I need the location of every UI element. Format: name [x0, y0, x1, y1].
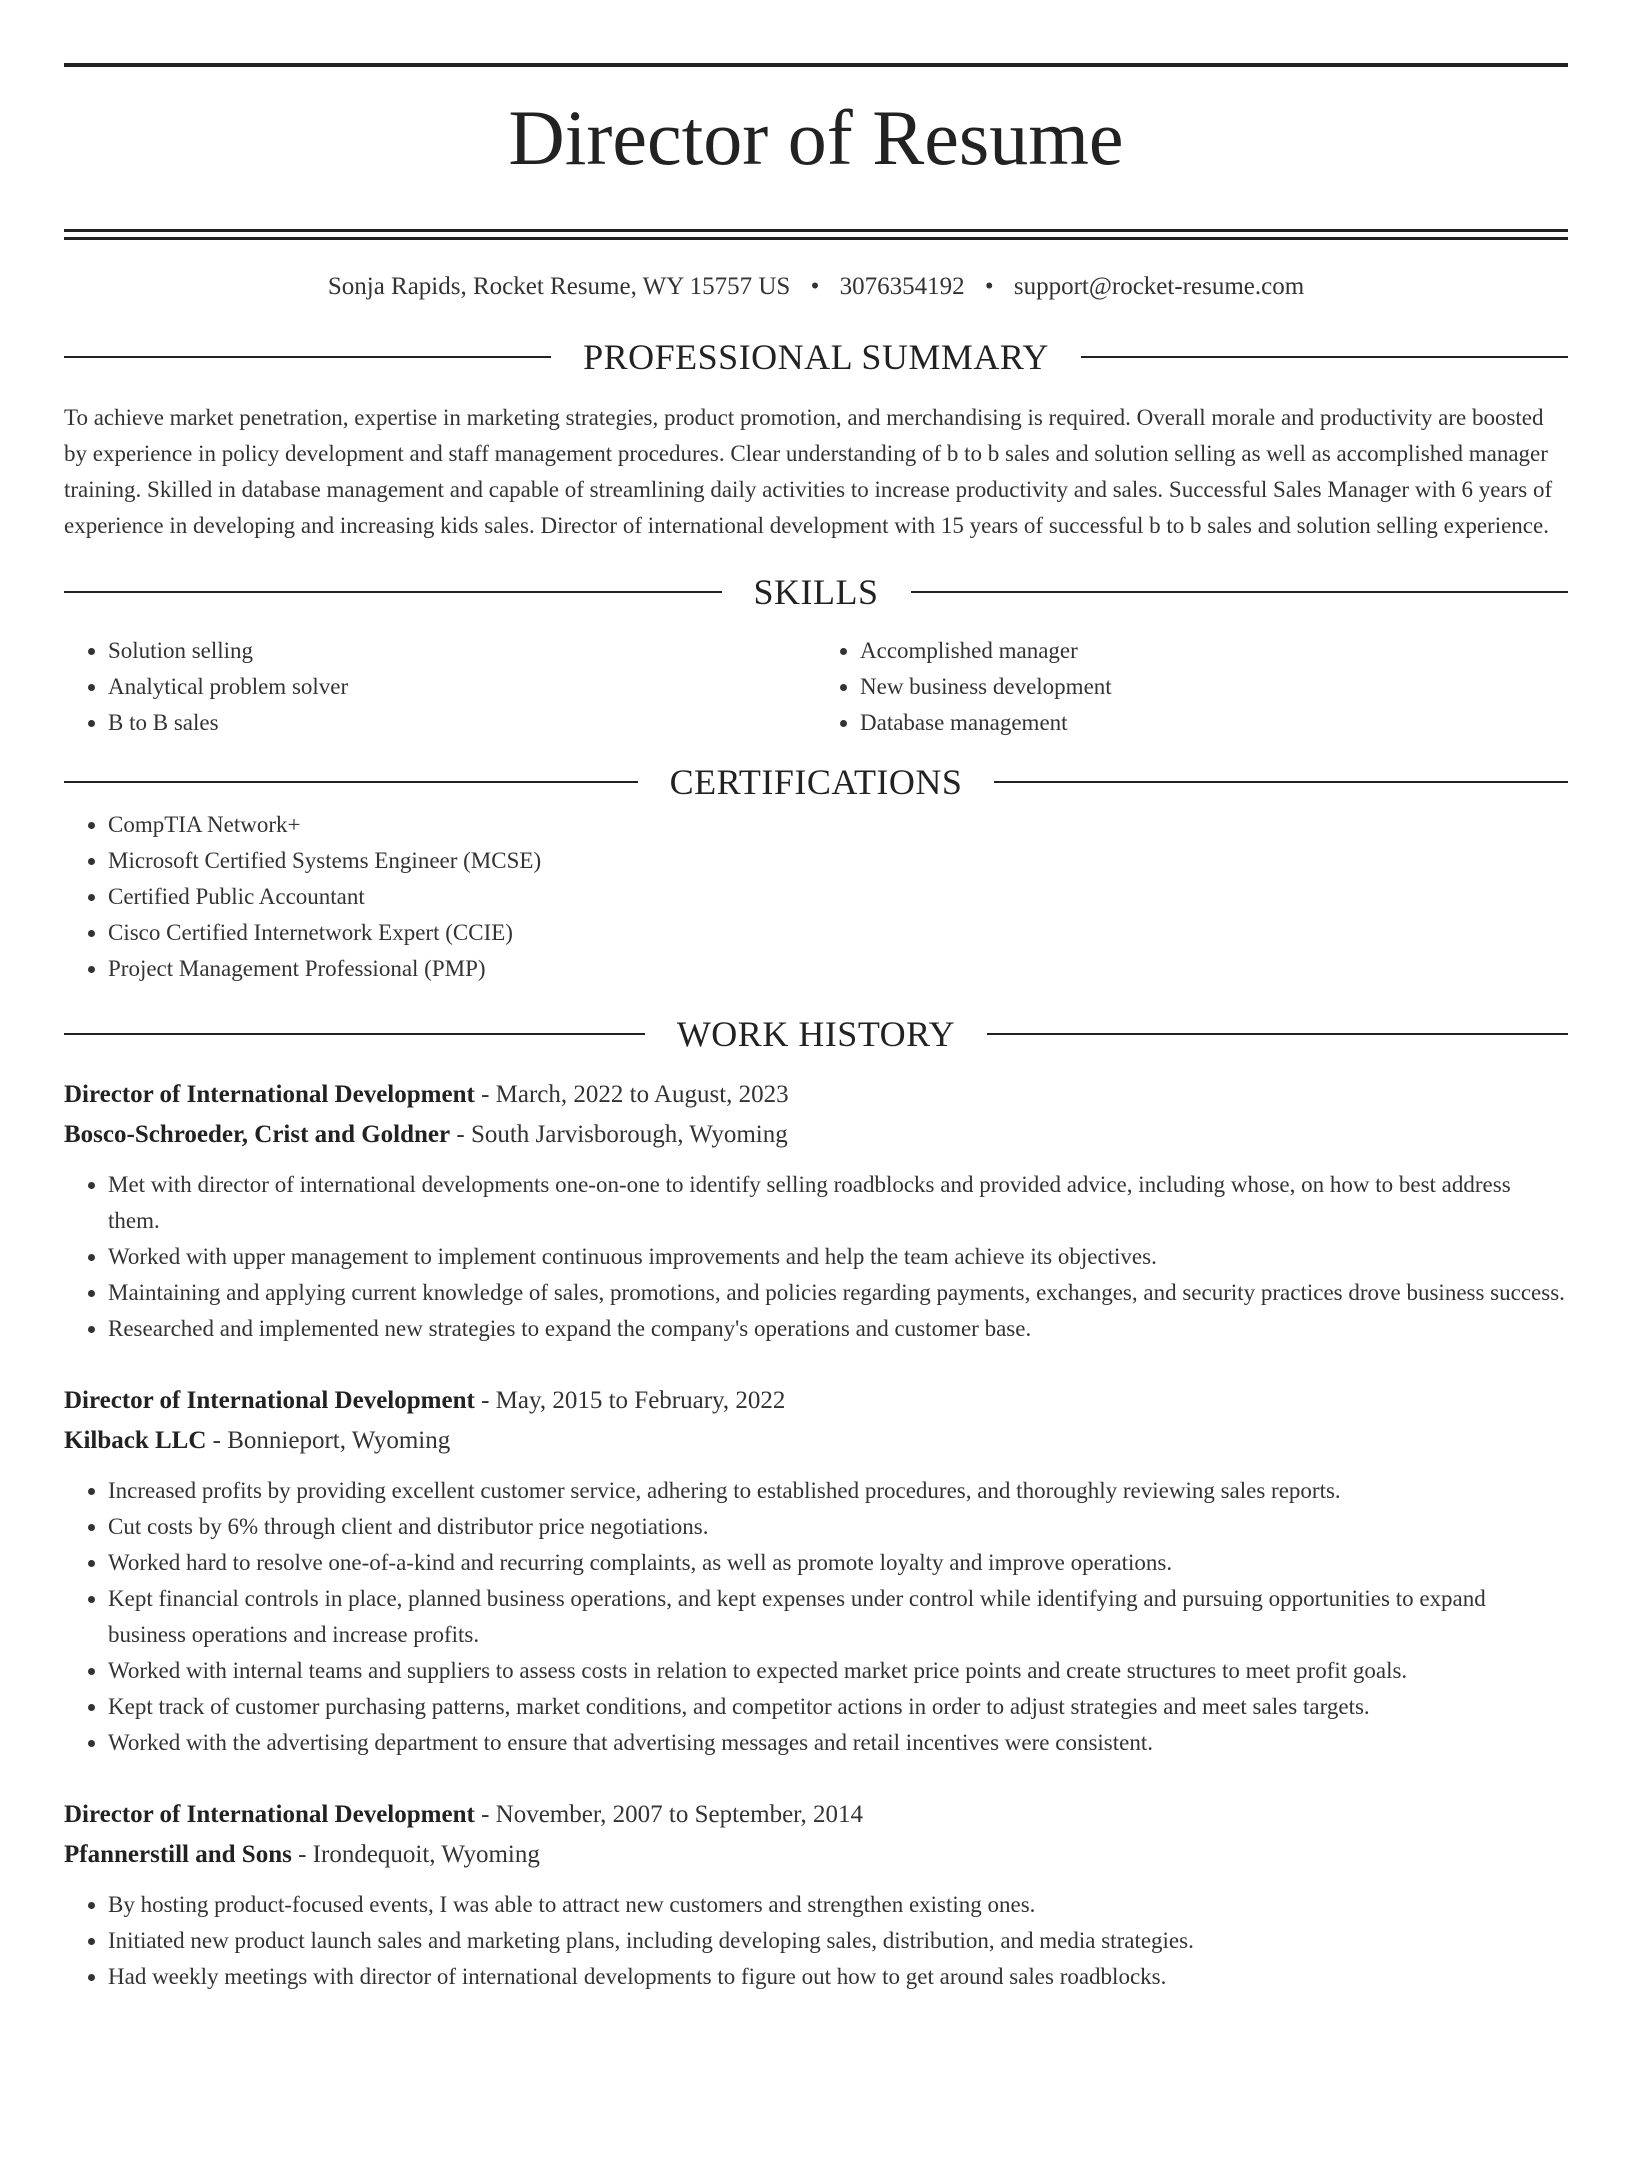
heading-rule-left: [64, 781, 638, 783]
job-bullet: • Maintaining and applying current knowledge of sales, promotions, and policies regarding payments, exchanges, and security practices drove business success.: [108, 1275, 1568, 1311]
job-dash: -: [474, 1387, 496, 1415]
job-entry: [64, 1795, 1568, 1995]
job-dates: November, 2007 to September, 2014: [495, 1801, 864, 1829]
heading-rule-left: [64, 591, 722, 593]
skill-item: • New business development: [860, 669, 1568, 705]
resume-page: [0, 63, 1632, 2175]
job-entry: [64, 1075, 1568, 1347]
certification-item: • CompTIA Network+: [108, 807, 1568, 843]
heading-rule-right: [1081, 356, 1568, 358]
job-bullet: • Increased profits by providing excellent customer service, adhering to established procedures, and thoroughly reviewing sales reports.: [108, 1473, 1568, 1509]
job-bullets: [64, 1887, 1568, 1995]
job-bullet: • Had weekly meetings with director of international developments to figure out how to get around sales roadblocks.: [108, 1959, 1568, 1995]
job-dash: -: [291, 1841, 313, 1869]
job-company-line: [64, 1421, 1568, 1461]
summary-heading-label: PROFESSIONAL SUMMARY: [583, 337, 1049, 378]
job-company-line: [64, 1835, 1568, 1875]
job-location: South Jarvisborough, Wyoming: [470, 1121, 788, 1149]
job-title-line: [64, 1381, 1568, 1421]
job-bullet: • Kept track of customer purchasing patterns, market conditions, and competitor actions in order to adjust strategies and meet sales targets.: [108, 1689, 1568, 1725]
certification-item: • Cisco Certified Internetwork Expert (CCIE): [108, 915, 1568, 951]
heading-rule-left: [64, 1033, 645, 1035]
work-history-heading-label: WORK HISTORY: [676, 1014, 956, 1055]
header-top-rule: [64, 63, 1568, 67]
job-bullet: • Cut costs by 6% through client and distributor price negotiations.: [108, 1509, 1568, 1545]
heading-rule-left: [64, 356, 551, 358]
skills-heading-label: SKILLS: [753, 572, 879, 613]
job-bullet: • Kept financial controls in place, planned business operations, and kept expenses under control while identifying and pursuing opportunities to expand business operations and increase profits.: [108, 1581, 1568, 1653]
skills-list: [64, 633, 1568, 741]
job-bullet: • By hosting product-focused events, I was able to attract new customers and strengthen existing ones.: [108, 1887, 1568, 1923]
heading-rule-right: [987, 1033, 1568, 1035]
job-company: Bosco-Schroeder, Crist and Goldner: [64, 1121, 451, 1149]
contact-separator: •: [984, 273, 994, 301]
resume-title: Director of Resume: [508, 94, 1124, 181]
heading-rule-right: [994, 781, 1568, 783]
job-dash: -: [206, 1427, 228, 1455]
job-company: Pfannerstill and Sons: [64, 1841, 292, 1869]
job-company: Kilback LLC: [64, 1427, 207, 1455]
skills-column-left: [64, 633, 816, 741]
job-location: Irondequoit, Wyoming: [312, 1841, 540, 1869]
contact-email[interactable]: support@rocket-resume.com: [1013, 273, 1305, 301]
certifications-heading-label: CERTIFICATIONS: [669, 762, 963, 803]
contact-phone[interactable]: 3076354192: [839, 273, 965, 301]
job-title: Director of International Development: [64, 1081, 475, 1109]
contact-line: [64, 270, 1568, 304]
job-bullets: [64, 1167, 1568, 1347]
job-dates: March, 2022 to August, 2023: [495, 1081, 789, 1109]
skills-column-right: [816, 633, 1568, 741]
contact-separator: •: [810, 273, 820, 301]
job-bullet: • Worked with upper management to implement continuous improvements and help the team achieve its objectives.: [108, 1239, 1568, 1275]
certification-item: • Project Management Professional (PMP): [108, 951, 1568, 987]
heading-rule-right: [911, 591, 1569, 593]
job-bullet: • Worked hard to resolve one-of-a-kind and recurring complaints, as well as promote loyalty and improve operations.: [108, 1545, 1568, 1581]
skill-item: • B to B sales: [108, 705, 816, 741]
header-double-rule: [64, 229, 1568, 240]
certification-item: • Microsoft Certified Systems Engineer (MCSE): [108, 843, 1568, 879]
job-title-line: [64, 1795, 1568, 1835]
job-dash: -: [474, 1801, 496, 1829]
job-bullet: • Researched and implemented new strategies to expand the company's operations and customer base.: [108, 1311, 1568, 1347]
skill-item: • Accomplished manager: [860, 633, 1568, 669]
job-bullet: • Worked with internal teams and suppliers to assess costs in relation to expected market price points and create structures to meet profit goals.: [108, 1653, 1568, 1689]
certification-item: • Certified Public Accountant: [108, 879, 1568, 915]
skill-item: • Database management: [860, 705, 1568, 741]
job-dash: -: [450, 1121, 471, 1149]
job-dates: May, 2015 to February, 2022: [495, 1387, 786, 1415]
job-bullets: [64, 1473, 1568, 1761]
job-title: Director of International Development: [64, 1801, 475, 1829]
skills-heading: [64, 567, 1568, 617]
summary-text: To achieve market penetration, expertise in marketing strategies, product promotion, and merchandising is required. Overall morale and productivity are boosted by experience in policy development and staff management procedures. Clear understanding of b to b sales and solution selling as well as accomplished manager training. Skilled in database management and capable of streamlining daily activities to increase productivity and sales. Successful Sales Manager with 6 years of experience in developing and increasing kids sales. Director of international development with 15 years of successful b to b sales and solution selling experience.: [64, 405, 1553, 539]
certifications-list: [64, 807, 1568, 987]
job-entry: [64, 1381, 1568, 1761]
job-title-line: [64, 1075, 1568, 1115]
job-title: Director of International Development: [64, 1387, 475, 1415]
work-history-heading: [64, 1009, 1568, 1059]
job-dash: -: [474, 1081, 496, 1109]
job-location: Bonnieport, Wyoming: [227, 1427, 451, 1455]
skill-item: • Solution selling: [108, 633, 816, 669]
certifications-heading: [64, 757, 1568, 807]
job-bullet: • Met with director of international developments one-on-one to identify selling roadblocks and provided advice, including whose, on how to best address them.: [108, 1167, 1568, 1239]
work-history-list: [64, 1075, 1568, 1995]
job-company-line: [64, 1115, 1568, 1155]
contact-address: Sonja Rapids, Rocket Resume, WY 15757 US: [327, 273, 791, 301]
job-bullet: • Initiated new product launch sales and marketing plans, including developing sales, distribution, and media strategies.: [108, 1923, 1568, 1959]
job-bullet: • Worked with the advertising department to ensure that advertising messages and retail incentives were consistent.: [108, 1725, 1568, 1761]
skill-item: • Analytical problem solver: [108, 669, 816, 705]
summary-heading: [64, 332, 1568, 382]
